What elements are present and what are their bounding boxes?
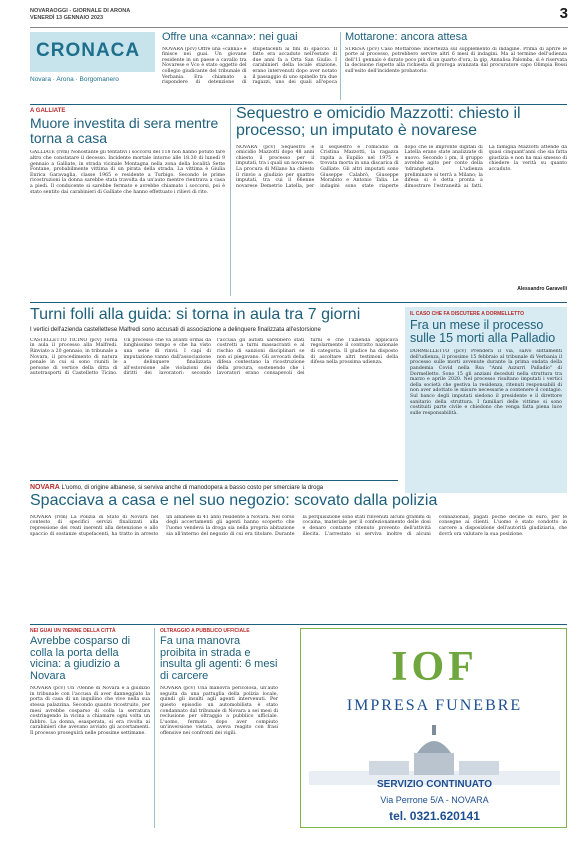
headline-spaccio: Spacciava a casa e nel suo negozio: scovato dalla polizia (30, 492, 438, 509)
issue-date: VENERDÌ 13 GENNAIO 2023 (30, 15, 104, 21)
row-divider (30, 624, 567, 625)
row-divider (30, 480, 398, 481)
headline-malfredi: Turni folli alla guida: si torna in aula tra 7 giorni (30, 306, 361, 323)
section-banner (30, 32, 155, 72)
article-mazzotti (236, 106, 567, 298)
body-spaccio: NOVARA (rvm) La Polizia di Stato di Novara nel contesto di specifici servizi finalizzati alla repressione dei reati inerenti alla detenzione e allo spaccio di sostanze stupefacenti, ha tratto in arresto un albanese di 41 anni residente a Novara. Nel corso degli accertamenti gli agenti hanno scoperto che l'uomo vendeva la droga sia nella propria abitazione sia all'interno del negozio di cui era titolare. Durante la perquisizione sono stati rinvenuti alcuni grammi di cocaina, materiale per il confezionamento delle dosi e denaro contante ritenuto provento dell'attività illecita. L'arrestato si serviva inoltre di alcuni connazionali, pagati poche decine di euro, per le consegne ai clienti. L'uomo è stato condotto in carcere a disposizione dell'autorità giudiziaria, che dovrà ora valutare la sua posizione. (30, 514, 567, 537)
page-number: 3 (559, 5, 568, 22)
church-dome-illustration (309, 725, 560, 785)
article-dormelletto (405, 307, 567, 493)
kicker-oltraggio: OLTRAGGIO A PUBBLICO UFFICIALE (160, 628, 250, 634)
funeral-home-ad (300, 628, 567, 828)
byline: Alessandro Garavelli (517, 285, 567, 292)
kicker-galliate: A GALLIATE (30, 108, 66, 114)
ad-phone: tel. 0321.620141 (389, 809, 480, 823)
kicker-colla: NEI GUAI UN 70ENNE DELLA CITTÀ (30, 628, 116, 634)
masthead-title: NOVARAOGGI - GIORNALE DI ARONA (30, 8, 131, 14)
header-divider (30, 27, 568, 28)
article-galliate (30, 108, 225, 298)
kicker-spaccio: NOVARA (30, 484, 60, 491)
article-mottarone (345, 32, 567, 102)
column-divider (230, 108, 231, 296)
kicker-note-spaccio: L'uomo, di origine albanese, si serviva anche di manodopera a basso costo per smerciare la droga (61, 485, 324, 491)
body-mazzotti: NOVARA (pcv) Sequestro e omicidio Mazzotti dopo 48 anni chiesto il processo per il imputati, tra i quali un novarese. La procura di Milano ha chiesto il rinvio a giudizio per quattro imputati, tra cui il 66enne novarese Demetrio Latella, per il sequestro e l'omicidio di Cristina Mazzotti, la ragazza rapita a Eupilio nel 1975 e trovata morta in una discarica di Galliate. Gli altri imputati sono Giuseppe Calabrò, Giuseppe Morabito e Antonio Talia. Le indagini sono state riaperte dopo che le impronte digitali di Latella erano state analizzate di nuovo. Secondo i pm, il gruppo avrebbe agito per conto della 'ndrangheta. L'udienza preliminare si terrà a Milano; la difesa si è detta pronta a dimostrare l'estraneità ai fatti. La famiglia Mazzotti attende da quasi cinquant'anni che sia fatta giustizia e non ha mai smesso di chiedere la verità su quanto accaduto. (236, 144, 567, 189)
ad-company: IMPRESA FUNEBRE (346, 697, 523, 714)
body-oltraggio: NOVARA (pcv) Una manovra pericolosa, un'auto seguita da una pattuglia della polizia locale, quindi gli insulti agli agenti intervenuti. Per questo episodio un automobilista è stato condannato dal tribunale di Novara a sei mesi di reclusione per oltraggio a pubblico ufficiale. L'uomo, fermato dopo aver compiuto un'inversione vietata, aveva reagito con frasi offensive nei confronti dei vigili. (160, 686, 278, 736)
kicker-dormelletto: IL CASO CHE FA DISCUTERE A DORMELLETTO (410, 311, 524, 317)
headline-galliate: Muore investita di sera mentre torna a casa (30, 115, 219, 146)
body-galliate: GALLIATE (rvm) Nonostante gli tentativi i soccorsi del 118 non hanno potuto fare altro che constatare il decesso. Incidente mortale intorno alle 18.30 di lunedì 9 gennaio a Galliate, in strada vicinale Montagna nella zona della località Sette Fontane, probabilmente vittima di un pirata della strada. La vittima è Giulia Enrica Garavaglia, classe 1965 e residente a Turbigo. Secondo le prime ricostruzioni la donna sarebbe stata travolta da un'auto mentre rientrava a casa a piedi. Il conducente si sarebbe fermato e avrebbe chiamato i soccorsi, poi è stato sentito dai carabinieri di Galliate che hanno effettuato i rilievi di rito. (30, 150, 225, 195)
article-canna (162, 32, 337, 92)
masthead (30, 8, 130, 22)
body-dormelletto: DORMELLETTO (pcv) Prenderà il via, salvo slittamenti dell'udienza, il prossimo 15 febbraio al tribunale di Verbania il processo sulle morti avvenute durante la prima ondata della pandemia Covid nella Rsa "Anni Azzurri Palladio" di Dormelletto. Sono 15 gli anziani deceduti nella struttura tra marzo e aprile 2020. Nel processo risultano imputati i vertici della società che gestiva la residenza, ritenuti responsabili di non aver adottato le misure necessarie a contenere il contagio. Sul banco degli imputati siedono il presidente e il direttore sanitario della struttura. I familiari delle vittime si sono costituiti parte civile e chiedono che venga fatta piena luce sulle responsabilità. (410, 349, 562, 416)
subhead-malfredi: I vertici dell'azienda castellettese Malfredi sono accusati di associazione a delinquere finalizzata all'estorsione (30, 326, 321, 333)
row-divider (30, 302, 567, 303)
kicker-line-spaccio (30, 484, 567, 491)
ad-tagline: SERVIZIO CONTINUATO (376, 779, 492, 790)
ad-logo: IOF (391, 644, 478, 690)
body-canna: NOVARA (pcv) Offre una «canna» e finisce nei guai. Un giovane residente in un paese a cavallo tra Novarese e Vco è stato oggetto del collegio giudicante del tribunale di Verbania. Era chiamato a rispondere di detenzione di stupefacenti ai fini di spaccio. Il fatto era accaduto nell'estate di due anni fa a Orta San Giulio. I carabinieri della locale stazione, erano intervenuti dopo aver notato il passaggio di uno spinello tra due ragazzi, uno dei quali all'epoca (162, 46, 337, 86)
body-colla: NOVARA (pcv) Un 70enne di Novara è a giudizio in tribunale con l'accusa di aver danneggiato la porta di casa di un inquilino che vive nella sua stessa palazzina. Secondo quanto ricostruito, per mesi avrebbe cosparso di colla la serratura costringendo la vicina a chiamare ogni volta un fabbro. La donna, esasperata, si era rivolta ai carabinieri che avevano avviato gli accertamenti. Il processo proseguirà nelle prossime settimane. (30, 686, 150, 736)
article-oltraggio (160, 628, 278, 828)
headline-colla: Avrebbe cosparso di colla la porta della vicina: a giudizio a Novara (30, 635, 131, 682)
ad-address: Via Perrone 5/A - NOVARA (380, 795, 489, 805)
body-malfredi: CASTELLETTO TICINO (pcv) Torna in aula il processo alla Malfredi. Rinviato a 20 gennaio, in tribunale a Novara, il procedimento di natura penale in cui si sono riuniti le persone di vertice della ditta di autotrasporti di Castelletto Ticino. Un processo che va avanti ormai da lunghissimo tempo e che ha visto una serie di rinvii. I capi di imputazione vanno dall'associazione a delinquere finalizzata all'estorsione alle violazioni dei diritti dei lavoratori: secondo l'accusa gli autisti sarebbero stati costretti a turni massacranti e al rischio di sanzioni disciplinari se non si piegavano. Gli avvocati della difesa contestano la ricostruzione della procura, sostenendo che i lavoratori erano consapevoli dei turni e che l'azienda applicava regolarmente il contratto nazionale di categoria. Il giudice ha disposto di ascoltare altri testimoni della difesa nella prossima udienza. (30, 337, 398, 377)
headline-oltraggio: Fa una manovra proibita in strada e insulta gli agenti: 6 mesi di carcere (160, 635, 278, 682)
column-divider (340, 32, 341, 100)
body-mottarone: STRESA (pcv) Caso Mottarone: incertezza sul supplemento di indagine. Prima di aprire le porte al processo, potrebbero servire altri 6 mesi di indagini. Ma al termine dell'udienza dell'11 gennaio è durato poco più di un quarto d'ora, la gip, Annalisa Palomba, si è riservata la decisione rispetto alla richiesta di proroga avanzata dal procuratore capo Olimpia Bossi sull'esito dell'incidente probatorio. (345, 46, 567, 74)
headline-canna: Offre una «canna»: nei guai (162, 31, 298, 43)
headline-dormelletto: Fra un mese il processo sulle 15 morti alla Palladio (410, 318, 556, 346)
article-spaccio (30, 484, 567, 620)
section-areas: Novara · Arona · Borgomanero (30, 76, 119, 83)
headline-mazzotti: Sequestro e omicidio Mazzotti: chiesto il processo; un imputato è novarese (236, 105, 521, 139)
article-malfredi (30, 307, 398, 475)
headline-mottarone: Mottarone: ancora attesa (345, 31, 468, 43)
column-divider (154, 628, 155, 828)
article-colla (30, 628, 150, 828)
section-title: CRONACA (36, 40, 141, 61)
